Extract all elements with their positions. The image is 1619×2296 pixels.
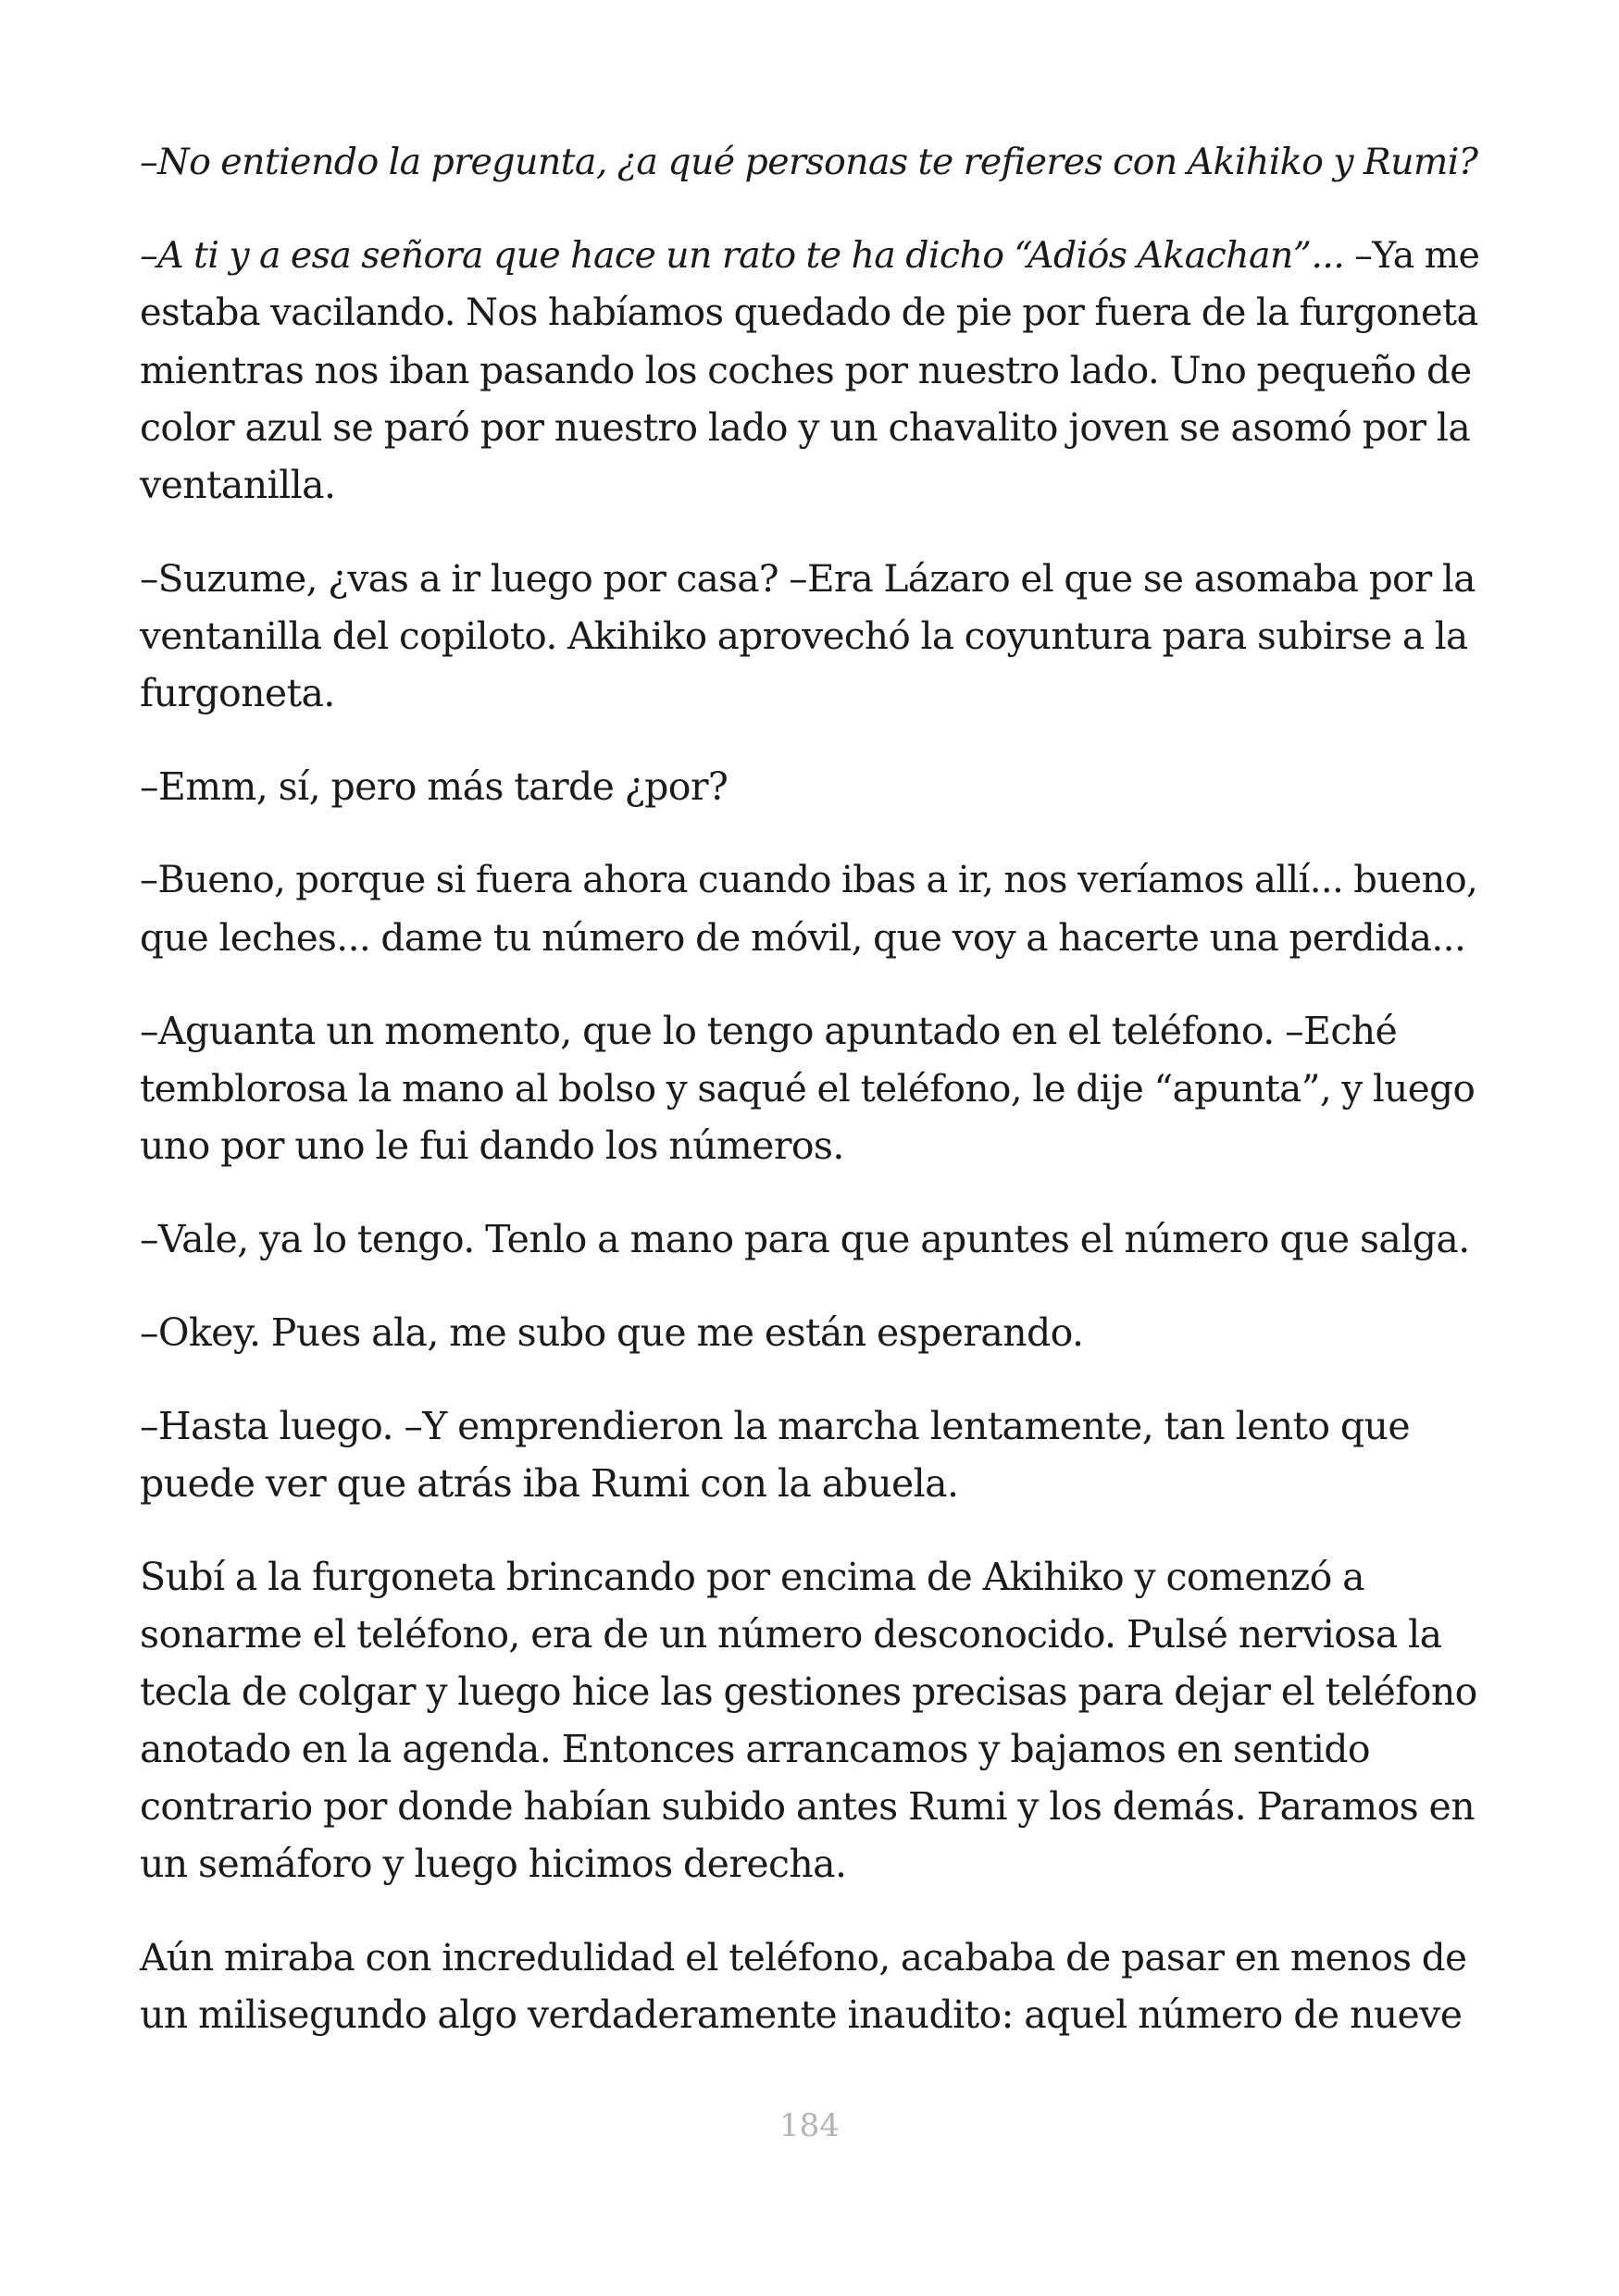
text-segment: uno por uno le fui dando los números. (140, 1123, 844, 1168)
text-segment: –Bueno, porque si fuera ahora cuando ibas a ir, nos veríamos allí... bueno, (140, 859, 1478, 901)
text-segment: contrario por donde habían subido antes Rumi y los demás. Paramos en (140, 1784, 1475, 1829)
text-line (140, 1210, 1482, 1268)
text-line (140, 607, 1482, 664)
text-segment: furgoneta. (140, 671, 335, 715)
paragraph (140, 758, 1482, 815)
text-segment: un semáforo y luego hicimos derecha. (140, 1842, 847, 1886)
text-segment: ventanilla del copiloto. Akihiko aprovechó la coyuntura para subirse a la (140, 614, 1468, 658)
text-line (140, 1548, 1482, 1606)
paragraph (140, 227, 1482, 514)
text-line (140, 1929, 1482, 1986)
italic-text-segment: –A ti y a esa señora que hace un rato te ha dicho “Adiós Akachan”... (140, 234, 1345, 277)
text-line (140, 227, 1482, 284)
paragraph (140, 1397, 1482, 1512)
text-segment: color azul se paró por nuestro lado y un chavalito joven se asomó por la (140, 405, 1471, 450)
text-line (140, 1060, 1482, 1117)
text-line (140, 133, 1482, 191)
paragraph (140, 1210, 1482, 1268)
text-line (140, 1117, 1482, 1174)
paragraph (140, 1929, 1482, 2043)
text-line (140, 399, 1482, 456)
text-line (140, 1397, 1482, 1455)
text-line (140, 1002, 1482, 1060)
text-segment: temblorosa la mano al bolso y saqué el teléfono, le dije “apunta”, y luego (140, 1066, 1476, 1111)
text-line (140, 851, 1482, 909)
paragraph (140, 550, 1482, 722)
italic-text-segment: –No entiendo la pregunta, ¿a qué personas te refieres con Akihiko y Rumi? (140, 141, 1478, 183)
paragraph (140, 851, 1482, 966)
text-line (140, 1606, 1482, 1663)
text-segment: anotado en la agenda. Entonces arrancamos y bajamos en sentido (140, 1727, 1370, 1771)
text-line (140, 664, 1482, 722)
text-segment: Aún miraba con incredulidad el teléfono, acababa de pasar en menos de (140, 1935, 1467, 1980)
text-segment: –Ya me (1344, 234, 1480, 277)
text-segment: estaba vacilando. Nos habíamos quedado de pie por fuera de la furgoneta (140, 292, 1478, 334)
text-segment: ventanilla. (140, 463, 336, 507)
text-line (140, 1455, 1482, 1512)
text-line (140, 1304, 1482, 1361)
text-segment: –Vale, ya lo tengo. Tenlo a mano para que apuntes el número que salga. (140, 1217, 1470, 1261)
text-segment: –Emm, sí, pero más tarde ¿por? (140, 764, 729, 809)
text-line (140, 284, 1482, 341)
text-segment: mientras nos iban pasando los coches por nuestro lado. Uno pequeño de (140, 348, 1472, 392)
text-segment: que leches... dame tu número de móvil, que voy a hacerte una perdida... (140, 915, 1466, 960)
paragraph (140, 1304, 1482, 1361)
text-line (140, 1986, 1482, 2043)
paragraph (140, 133, 1482, 191)
text-segment: tecla de colgar y luego hice las gestiones precisas para dejar el teléfono (140, 1669, 1477, 1714)
text-line (140, 1720, 1482, 1778)
page-number: 184 (779, 2107, 840, 2144)
text-line (140, 1835, 1482, 1893)
paragraph (140, 1548, 1482, 1893)
text-segment: –Aguanta un momento, que lo tengo apuntado en el teléfono. –Eché (140, 1009, 1398, 1053)
text-segment: –Suzume, ¿vas a ir luego por casa? –Era Lázaro el que se asomaba por la (140, 556, 1476, 601)
text-segment: sonarme el teléfono, era de un número desconocido. Pulsé nerviosa la (140, 1612, 1442, 1657)
text-line (140, 456, 1482, 514)
text-segment: Subí a la furgoneta brincando por encima de Akihiko y comenzó a (140, 1555, 1365, 1599)
text-line (140, 909, 1482, 966)
text-line (140, 1778, 1482, 1835)
text-segment: –Hasta luego. –Y emprendieron la marcha lentamente, tan lento que (140, 1404, 1411, 1448)
text-line (140, 758, 1482, 815)
page-body (140, 133, 1482, 2079)
text-segment: puede ver que atrás iba Rumi con la abuela. (140, 1461, 959, 1506)
text-line (140, 341, 1482, 399)
text-segment: –Okey. Pues ala, me subo que me están esperando. (140, 1310, 1084, 1355)
text-line (140, 1663, 1482, 1720)
text-line (140, 550, 1482, 607)
paragraph (140, 1002, 1482, 1174)
text-segment: un milisegundo algo verdaderamente inaudito: aquel número de nueve (140, 1992, 1463, 2037)
